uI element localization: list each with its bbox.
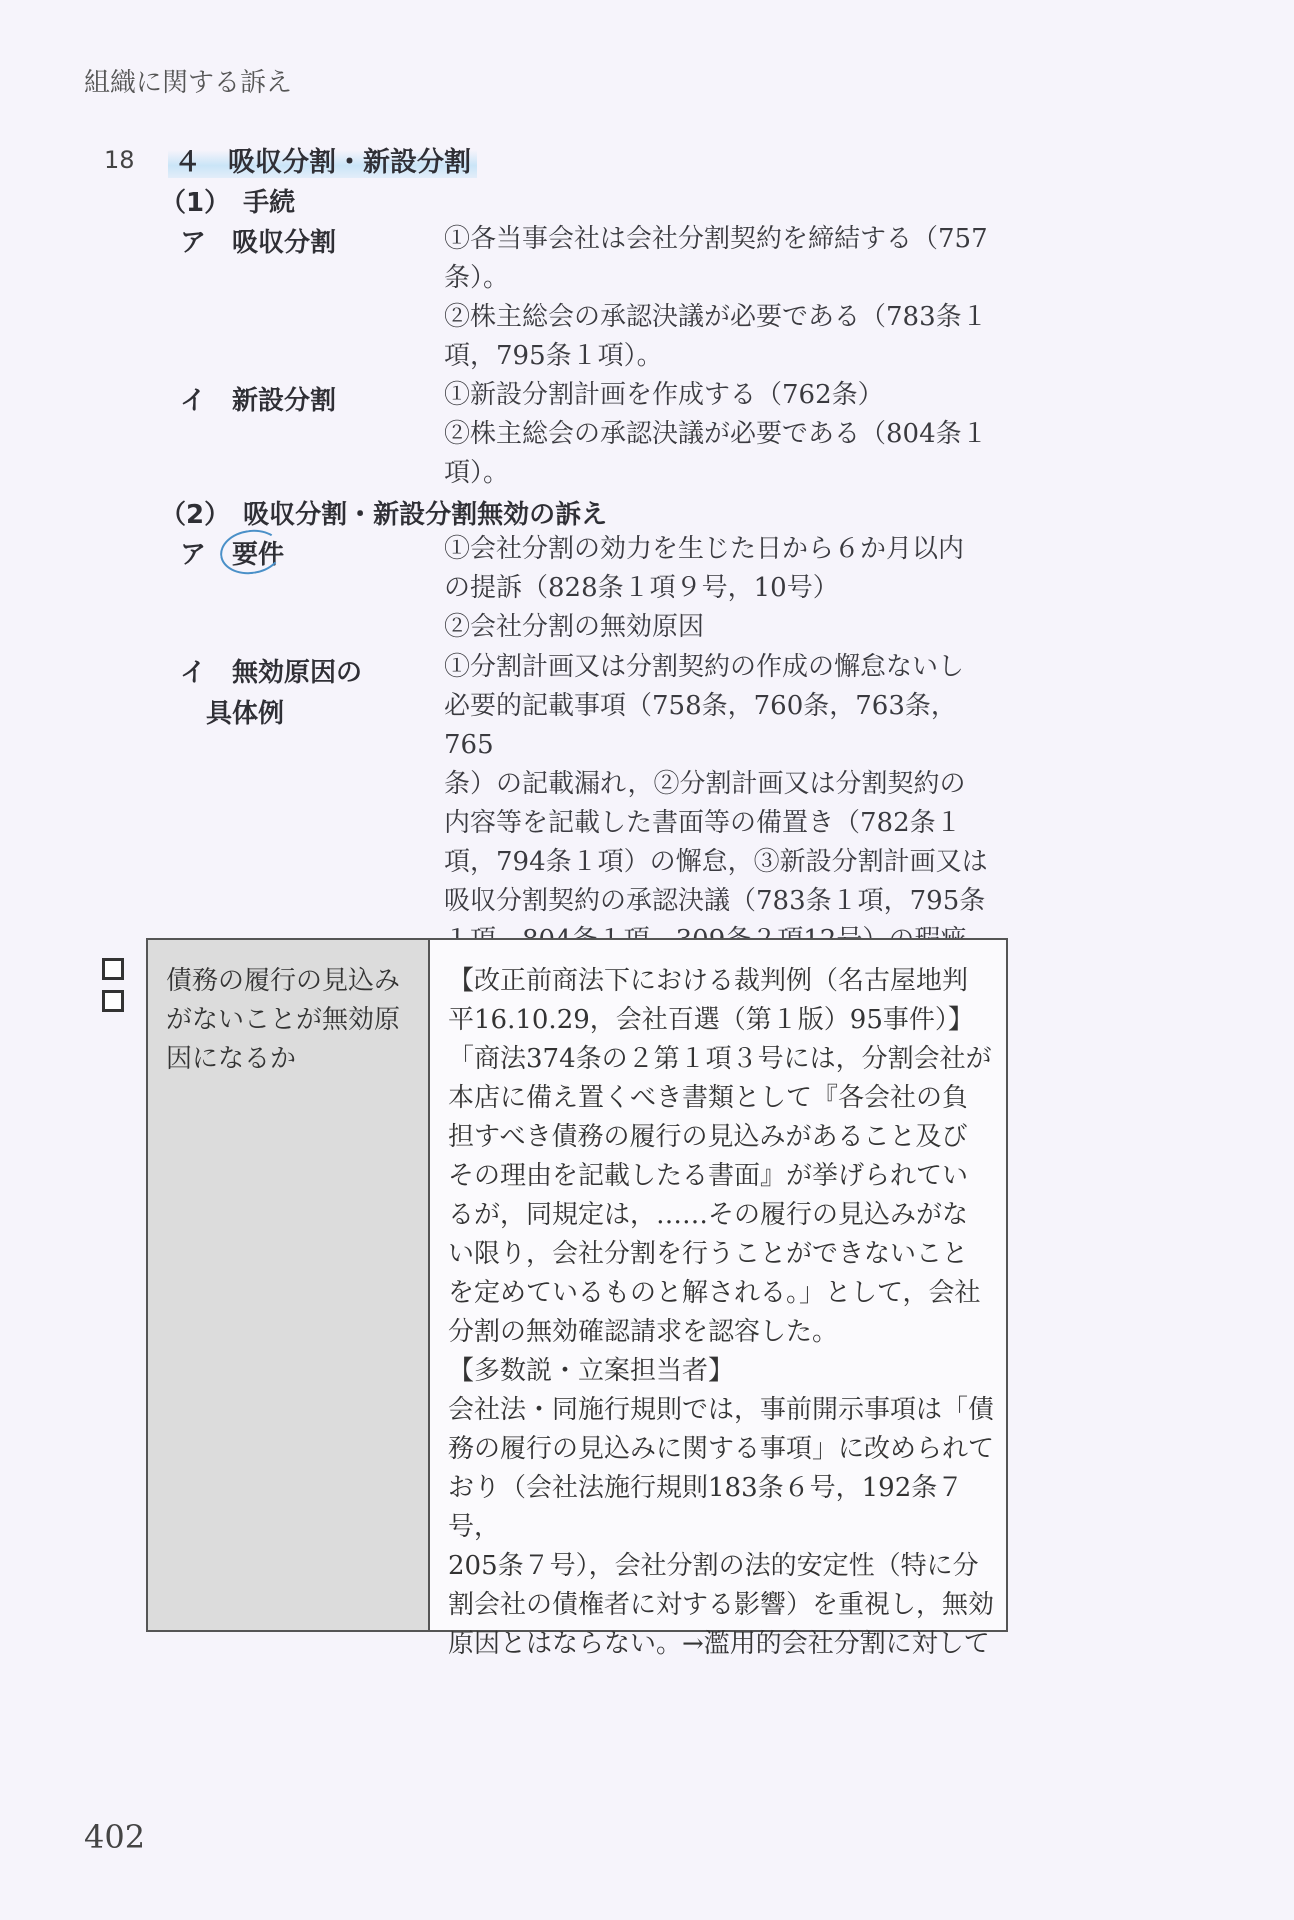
invalidity-examples-text [444, 648, 1000, 960]
review-checkbox[interactable] [102, 990, 124, 1012]
text-line: 原因とはならない。→濫用的会社分割に対して [448, 1629, 990, 1659]
text-line: 必要的記載事項（758条，760条，763条，765 [444, 691, 957, 760]
text-line: ②株主総会の承認決議が必要である（804条１ [444, 419, 988, 449]
text-line: ①分割計画又は分割契約の作成の懈怠ないし [444, 652, 965, 682]
text-line: 項）。 [444, 458, 510, 488]
text-line: 【改正前商法下における裁判例（名古屋地判 [448, 966, 969, 996]
text-line: 条）の記載漏れ，②分割計画又は分割契約の [444, 769, 966, 799]
text-line: ①会社分割の効力を生じた日から６か月以内 [444, 534, 965, 564]
text-line: るが，同規定は，……その履行の見込みがな [448, 1200, 969, 1230]
text-line: ②株主総会の承認決議が必要である（783条１ [444, 302, 988, 332]
requirements-text [444, 530, 1000, 647]
issue-table [146, 938, 1008, 1659]
running-head: 組織に関する訴え [84, 68, 293, 98]
text-line: の提訴（828条１項９号，10号） [444, 573, 839, 603]
absorption-split-text [444, 220, 1000, 376]
new-split-text [444, 376, 1000, 493]
text-line: その理由を記載したる書面』が挙げられてい [448, 1161, 969, 1191]
section-heading [168, 140, 477, 179]
text-line: 平16.10.29，会社百選（第１版）95事件）】 [448, 1005, 974, 1035]
text-line: い限り，会社分割を行うことができないこと [448, 1239, 969, 1269]
text-line: 債務の履行の見込み [166, 966, 401, 996]
label-line: 具体例 [206, 699, 285, 729]
text-line: 「商法374条の２第１項３号には，分割会社が [448, 1044, 992, 1074]
text-line: 分割の無効確認請求を認容した。 [448, 1317, 839, 1347]
text-line: 項，795条１項）。 [444, 341, 663, 371]
text-line: ①新設分割計画を作成する（762条） [444, 380, 884, 410]
text-line: がないことが無効原 [166, 1005, 401, 1035]
text-line: 本店に備え置くべき書類として『各会社の負 [448, 1083, 969, 1113]
text-line: 項，794条１項）の懈怠，③新設分割計画又は [444, 847, 988, 877]
requirements-label: ア 要件 [180, 540, 285, 570]
text-line: 205条７号），会社分割の法的安定性（特に分 [448, 1551, 979, 1581]
issue-question-cell [148, 940, 430, 1630]
text-line: 会社法・同施行規則では，事前開示事項は「債 [448, 1395, 995, 1425]
text-line: 務の履行の見込みに関する事項」に改められて [448, 1434, 995, 1464]
issue-answer-cell [448, 962, 996, 1664]
heading-text: ４ 吸収分割・新設分割 [168, 147, 477, 178]
issue-question [166, 962, 418, 1079]
text-line: 条）。 [444, 263, 510, 293]
text-line: 担すべき債務の履行の見込みがあること及び [448, 1122, 968, 1152]
page-number: 402 [84, 1818, 146, 1856]
text-line: 吸収分割契約の承認決議（783条１項，795条 [444, 886, 986, 916]
subsection-2-title: （2） 吸収分割・新設分割無効の訴え [160, 500, 608, 530]
new-split-label: イ 新設分割 [180, 386, 337, 416]
section-number: 18 [104, 146, 135, 174]
text-line: ②会社分割の無効原因 [444, 612, 705, 642]
text-line: 割会社の債権者に対する影響）を重視し，無効 [448, 1590, 995, 1620]
subsection-1-title: （1） 手続 [160, 188, 296, 218]
text-line: を定めているものと解される。」として，会社 [448, 1278, 981, 1308]
invalidity-examples-label [180, 652, 362, 730]
text-line: 【多数説・立案担当者】 [448, 1356, 735, 1386]
text-line: おり（会社法施行規則183条６号，192条７号， [448, 1473, 964, 1542]
text-line: 内容等を記載した書面等の備置き（782条１ [444, 808, 962, 838]
review-checkbox[interactable] [102, 958, 124, 980]
label-line: イ 無効原因の [180, 658, 363, 688]
text-line: ①各当事会社は会社分割契約を締結する（757 [444, 224, 988, 254]
absorption-split-label: ア 吸収分割 [180, 228, 337, 258]
text-line: 因になるか [166, 1044, 297, 1074]
